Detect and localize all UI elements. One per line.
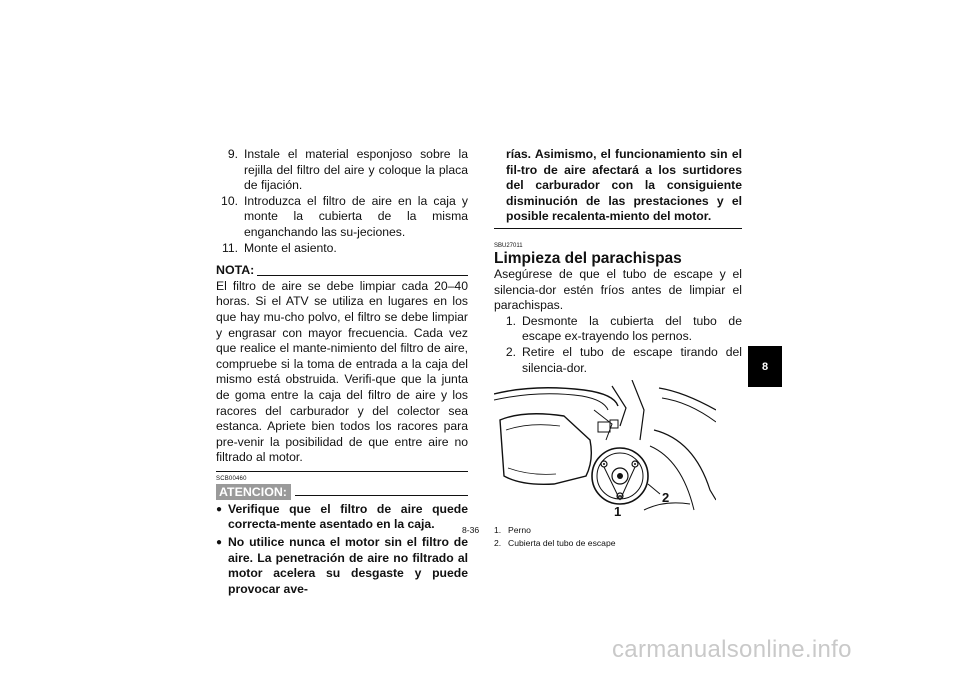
section-step-2 xyxy=(494,345,742,376)
step-number: 11. xyxy=(221,240,238,255)
step-number: 9. xyxy=(227,147,238,161)
caption-item xyxy=(494,524,742,537)
page-number: 8-36 xyxy=(462,525,480,535)
atencion-continued: rías. Asimismo, el funcionamiento sin el fil-tro de aire afectará a los surtidores del carburador con la consiguiente disminución de las prestaciones y el posible recalenta-miento del motor. xyxy=(506,147,742,224)
atencion-code: SCB00460 xyxy=(216,475,247,482)
caption-number: 2. xyxy=(494,538,502,549)
step-text: Monte el asiento. xyxy=(244,240,337,255)
right-column xyxy=(494,147,742,550)
step-text: Retire el tubo de escape tirando del silencia-dor. xyxy=(522,344,742,375)
nota-rule xyxy=(257,275,468,276)
watermark: carmanualsonline.info xyxy=(612,636,852,663)
atencion-end-rule xyxy=(494,228,742,229)
caption-item xyxy=(494,537,742,550)
bullet-dot-icon: ● xyxy=(216,503,223,515)
caption-text: Cubierta del tubo de escape xyxy=(508,538,616,549)
nota-end-rule xyxy=(216,471,468,472)
section-intro: Asegúrese de que el tubo de escape y el silencia-dor estén fríos antes de limpiar el parachispas. xyxy=(494,266,742,313)
step-9 xyxy=(216,147,468,194)
section-code: SBU27011 xyxy=(494,242,523,249)
section-title: Limpieza del parachispas xyxy=(494,249,682,267)
callout-label-2: 2 xyxy=(662,490,670,506)
nota-header xyxy=(216,263,468,279)
caption-number: 1. xyxy=(494,525,502,536)
step-10 xyxy=(216,194,468,241)
atencion-header xyxy=(216,484,468,500)
step-number: 2. xyxy=(505,344,516,359)
bullet-dot-icon: ● xyxy=(216,537,223,549)
step-text: Desmonte la cubierta del tubo de escape ex-trayendo los pernos. xyxy=(522,313,742,344)
left-column xyxy=(216,147,468,597)
chapter-tab: 8 xyxy=(748,346,782,387)
section-step-1 xyxy=(494,314,742,345)
step-number: 10. xyxy=(221,193,238,208)
nota-label: NOTA: xyxy=(216,263,255,278)
atencion-rule xyxy=(295,495,468,496)
figure-caption xyxy=(494,524,742,550)
caption-text: Perno xyxy=(508,525,531,536)
exhaust-illustration xyxy=(494,380,716,523)
atencion-bullet xyxy=(216,535,468,597)
atencion-bullet xyxy=(216,502,468,533)
bullet-text: Verifique que el filtro de aire quede correcta-mente asentado en la caja. xyxy=(228,501,468,532)
step-number: 1. xyxy=(505,313,516,328)
callout-label-1: 1 xyxy=(614,504,622,520)
step-text: Introduzca el filtro de aire en la caja y monte la cubierta de la misma enganchando las su-jeciones. xyxy=(244,193,468,239)
atencion-label: ATENCION: xyxy=(216,484,291,500)
bullet-text: No utilice nunca el motor sin el filtro de aire. La penetración de aire no filtrado al motor acelera su desgaste y puede provocar ave- xyxy=(228,535,468,596)
step-11 xyxy=(216,241,468,257)
exhaust-figure xyxy=(494,380,716,523)
step-text: Instale el material esponjoso sobre la rejilla del filtro del aire y coloque la placa de fijación. xyxy=(244,147,468,193)
nota-body: El filtro de aire se debe limpiar cada 20–40 horas. Si el ATV se utiliza en lugares en los que hay mu-cho polvo, el filtro se debe limpiar y engrasar con mayor frecuencia. Cada vez que realice el mante-nimiento del filtro de aire, compruebe si la toma de entrada a la caja del mismo está obstruida. Verifi-que que la junta de goma entre la caja del filtro de aire y los racores del carburador y del colector sea estanca. Apriete bien todos los racores para pre-venir la posibilidad de que entre aire no filtrado al motor. xyxy=(216,278,468,465)
